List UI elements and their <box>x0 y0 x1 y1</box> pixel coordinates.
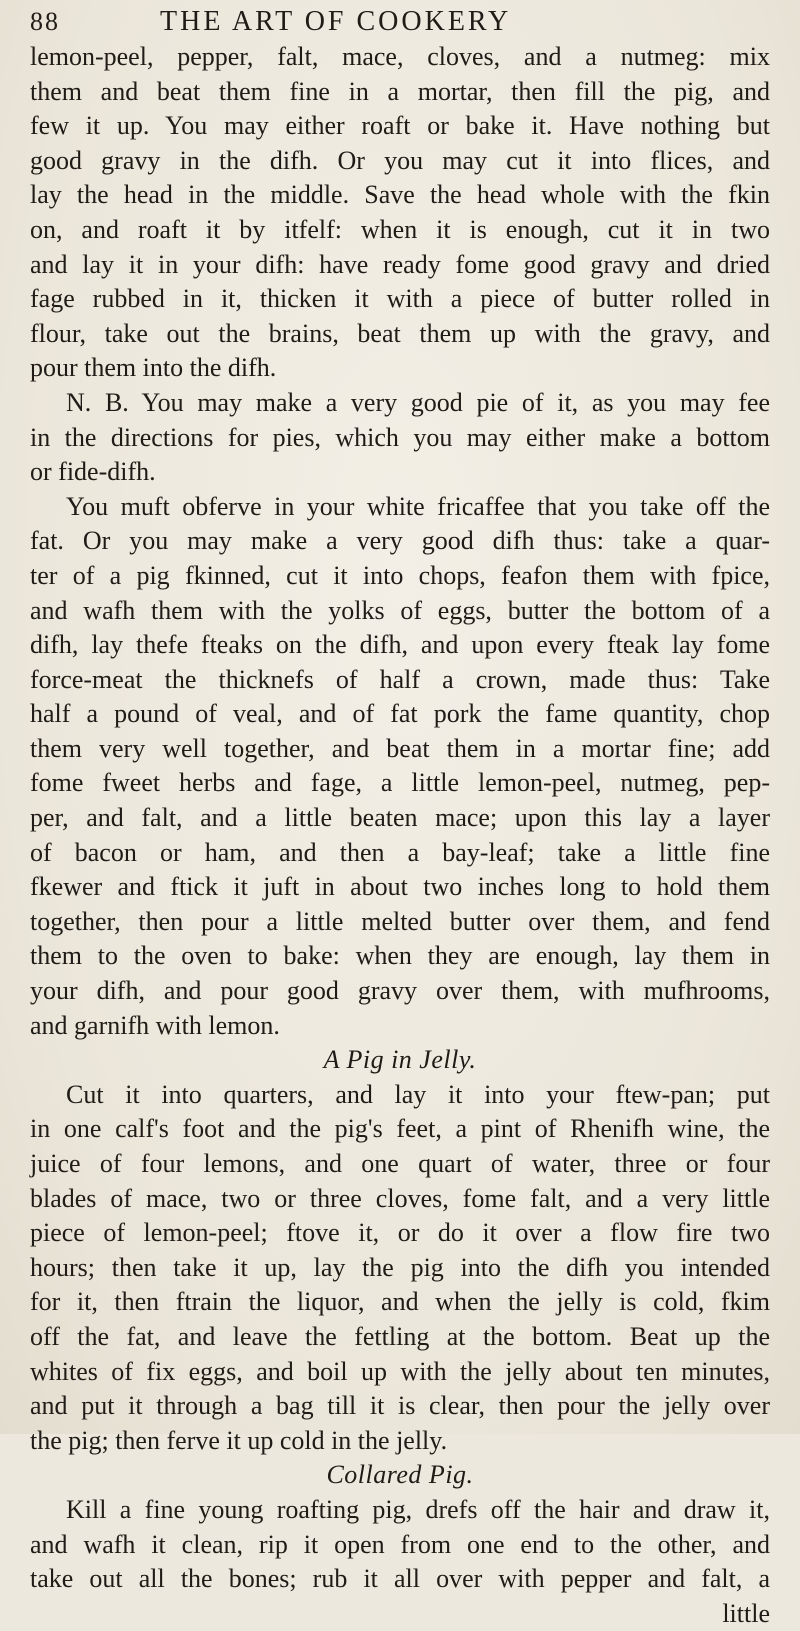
paragraph <box>30 386 770 490</box>
text-line: them very well together, and beat them in a mortar fine; add <box>30 733 770 763</box>
text-line: pour them into the difh. <box>30 353 277 383</box>
text-line: lemon-peel, pepper, falt, mace, cloves, and a nutmeg: mix <box>30 42 770 71</box>
text-line: lay the head in the middle. Save the head whole with the fkin <box>30 180 770 210</box>
text-line: force-meat the thicknefs of half a crown, made thus: Take <box>30 664 770 694</box>
text-line: for it, then ftrain the liquor, and when the jelly is cold, fkim <box>30 1287 770 1317</box>
text-line: per, and falt, and a little beaten mace; upon this lay a layer <box>30 803 770 833</box>
recipe-heading <box>30 1043 770 1078</box>
text-line: take out all the bones; rub it all over with pepper and falt, a <box>30 1564 770 1594</box>
text-line: fome fweet herbs and fage, a little lemon-peel, nutmeg, pep- <box>30 768 770 798</box>
paragraph <box>30 1493 770 1631</box>
recipe-heading <box>30 1458 770 1493</box>
running-head <box>30 6 770 40</box>
text-line: ter of a pig fkinned, cut it into chops, feafon them with fpice, <box>30 560 770 590</box>
paragraph <box>30 40 770 386</box>
text-line: together, then pour a little melted butter over them, and fend <box>30 906 770 936</box>
text-line: on, and roaft it by itfelf: when it is enough, cut it in two <box>30 214 770 244</box>
recipe-heading-text: Collared Pig. <box>326 1460 474 1490</box>
text-line: and lay it in your difh: have ready fome good gravy and dried <box>30 249 770 279</box>
text-line: and garnifh with lemon. <box>30 1010 280 1040</box>
text-line: the pig; then ferve it up cold in the jelly. <box>30 1425 448 1455</box>
text-line: blades of mace, two or three cloves, fome falt, and a very little <box>30 1183 770 1213</box>
text-line: few it up. You may either roaft or bake it. Have nothing but <box>30 111 770 141</box>
text-line: in one calf's foot and the pig's feet, a pint of Rhenifh wine, the <box>30 1114 770 1144</box>
text-line: fat. Or you may make a very good difh thus: take a quar- <box>30 526 770 556</box>
text-line: juice of four lemons, and one quart of water, three or four <box>30 1149 770 1178</box>
text-line: fage rubbed in it, thicken it with a piece of butter rolled in <box>30 284 770 314</box>
text-line: of bacon or ham, and then a bay-leaf; take a little fine <box>30 837 770 867</box>
text-line: Kill a fine young roafting pig, drefs off the hair and draw it, <box>66 1494 770 1524</box>
paragraph <box>30 1078 770 1459</box>
text-line: and put it through a bag till it is clear, then pour the jelly over <box>30 1391 770 1421</box>
text-line: whites of fix eggs, and boil up with the jelly about ten minutes, <box>30 1356 770 1386</box>
paragraph <box>30 490 770 1044</box>
text-line: off the fat, and leave the fettling at the bottom. Beat up the <box>30 1321 770 1351</box>
text-line: fkewer and ftick it juft in about two inches long to hold them <box>30 872 770 902</box>
text-line: Cut it into quarters, and lay it into your ftew-pan; put <box>66 1079 770 1109</box>
text-block <box>30 40 770 1631</box>
text-line: your difh, and pour good gravy over them, with mufhrooms, <box>30 976 770 1006</box>
book-title: THE ART OF COOKERY <box>160 6 512 37</box>
text-line: and wafh it clean, rip it open from one end to the other, and <box>30 1529 770 1559</box>
recipe-heading-text: A Pig in Jelly. <box>323 1045 477 1075</box>
text-line: them to the oven to bake: when they are enough, lay them in <box>30 941 770 971</box>
text-line: piece of lemon-peel; ftove it, or do it over a flow fire two <box>30 1218 770 1248</box>
page-number: 88 <box>30 7 60 36</box>
text-line: flour, take out the brains, beat them up with the gravy, and <box>30 318 770 348</box>
text-line: good gravy in the difh. Or you may cut it into flices, and <box>30 145 770 175</box>
text-line: difh, lay thefe fteaks on the difh, and upon every fteak lay fome <box>30 630 770 660</box>
catchword: little <box>722 1598 770 1628</box>
text-line: half a pound of veal, and of fat pork the fame quantity, chop <box>30 699 770 729</box>
text-line: hours; then take it up, lay the pig into the difh you intended <box>30 1252 770 1282</box>
text-line: N. B. You may make a very good pie of it, as you may fee <box>66 387 770 417</box>
text-line: or fide-difh. <box>30 457 156 487</box>
text-line: them and beat them fine in a mortar, then fill the pig, and <box>30 76 770 106</box>
text-line: You muft obferve in your white fricaffee that you take off the <box>66 491 770 521</box>
text-line: in the directions for pies, which you may either make a bottom <box>30 422 770 452</box>
text-line: and wafh them with the yolks of eggs, butter the bottom of a <box>30 595 770 625</box>
